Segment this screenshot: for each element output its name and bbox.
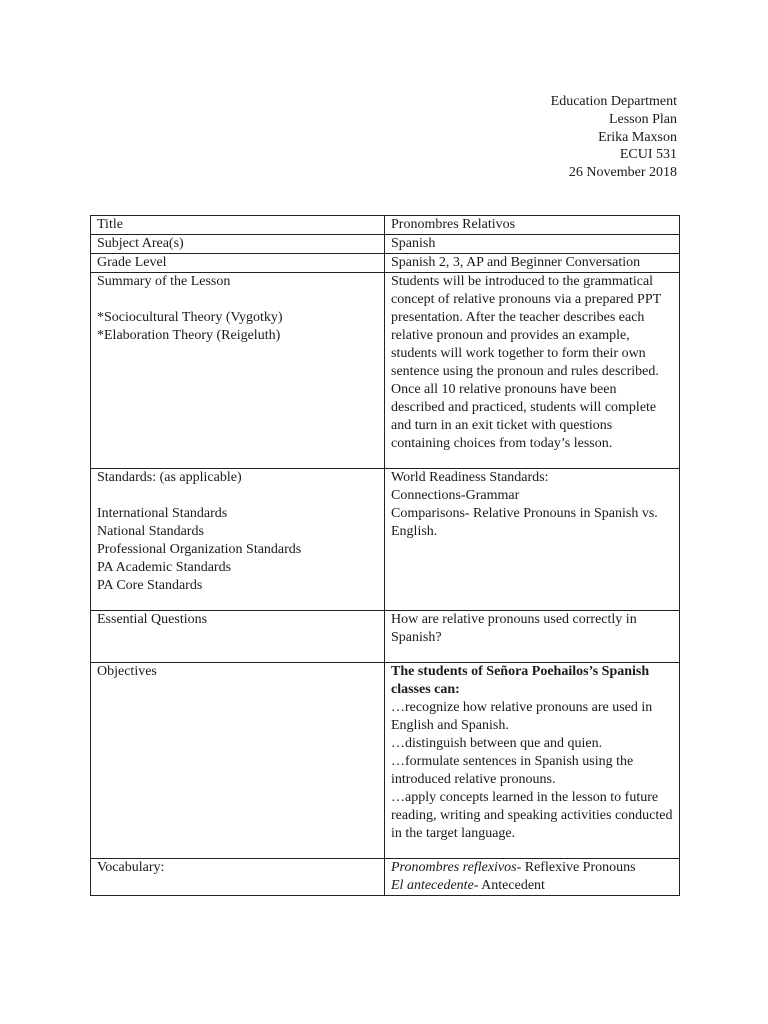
table-row — [91, 663, 680, 859]
standards-label-cell — [91, 469, 385, 611]
vocab-term: El antecedente- — [391, 878, 479, 893]
objectives-label: Objectives — [91, 663, 385, 859]
objective-item: …distinguish between que and quien. — [391, 736, 603, 751]
grade-value: Spanish 2, 3, AP and Beginner Conversation — [385, 254, 680, 273]
summary-value: Students will be introduced to the grammatical concept of relative pronouns via a prepared PPT presentation. After the teacher describes each relative pronoun and provides an example, students will work together to form their own sentence using the pronoun and rules described. Once all 10 relative pronouns have been described and practiced, students will complete and turn in an exit ticket with questions containing choices from today’s lesson. — [385, 273, 680, 469]
department-line: Education Department — [550, 94, 677, 109]
standards-item: National Standards — [97, 524, 204, 539]
standards-item: International Standards — [97, 506, 228, 521]
standards-value-line: Connections-Grammar — [391, 488, 520, 503]
doc-type-line: Lesson Plan — [608, 111, 677, 127]
standards-label: Standards: (as applicable) — [97, 470, 242, 485]
table-row — [91, 273, 680, 469]
grade-label: Grade Level — [91, 254, 385, 273]
table-row — [91, 859, 680, 896]
date-line: 26 November 2018 — [568, 165, 677, 181]
vocab-meaning: Reflexive Pronouns — [521, 860, 636, 875]
objective-item: …recognize how relative pronouns are used in English and Spanish. — [391, 700, 653, 733]
subject-value: Spanish — [385, 235, 680, 254]
vocab-entry — [391, 859, 673, 877]
course-line: ECUI 531 — [619, 147, 677, 163]
table-row — [91, 254, 680, 273]
objective-item: …apply concepts learned in the lesson to future reading, writing and speaking activities conducted in the target language. — [391, 790, 673, 841]
author-line: Erika Maxson — [598, 129, 677, 145]
vocabulary-value-cell — [385, 859, 680, 896]
summary-label: Summary of the Lesson — [97, 274, 231, 289]
vocab-meaning: Antecedent — [478, 878, 545, 893]
essential-label: Essential Questions — [91, 611, 385, 663]
objectives-value-cell — [385, 663, 680, 859]
standards-value-cell — [385, 469, 680, 611]
vocab-term: Pronombres reflexivos- — [391, 860, 522, 875]
lesson-plan-table — [90, 215, 680, 896]
document-header — [551, 93, 677, 182]
theory-item: *Sociocultural Theory (Vygotky) — [97, 310, 283, 325]
standards-item: PA Core Standards — [97, 578, 203, 593]
essential-value: How are relative pronouns used correctly in Spanish? — [385, 611, 680, 663]
table-row — [91, 216, 680, 235]
title-value: Pronombres Relativos — [385, 216, 680, 235]
theory-item: *Elaboration Theory (Reigeluth) — [97, 328, 281, 343]
subject-label: Subject Area(s) — [91, 235, 385, 254]
standards-item: PA Academic Standards — [97, 560, 232, 575]
objectives-intro: The students of Señora Poehailos’s Spanish classes can: — [391, 664, 650, 697]
table-row — [91, 611, 680, 663]
vocab-entry — [391, 877, 673, 895]
objective-item: …formulate sentences in Spanish using the introduced relative pronouns. — [391, 754, 634, 787]
title-label: Title — [91, 216, 385, 235]
standards-item: Professional Organization Standards — [97, 542, 302, 557]
table-row — [91, 235, 680, 254]
table-row — [91, 469, 680, 611]
vocabulary-label: Vocabulary: — [91, 859, 385, 896]
standards-value-line: World Readiness Standards: — [391, 470, 549, 485]
summary-label-cell — [91, 273, 385, 469]
standards-value-line: Comparisons- Relative Pronouns in Spanish vs. English. — [391, 506, 658, 539]
